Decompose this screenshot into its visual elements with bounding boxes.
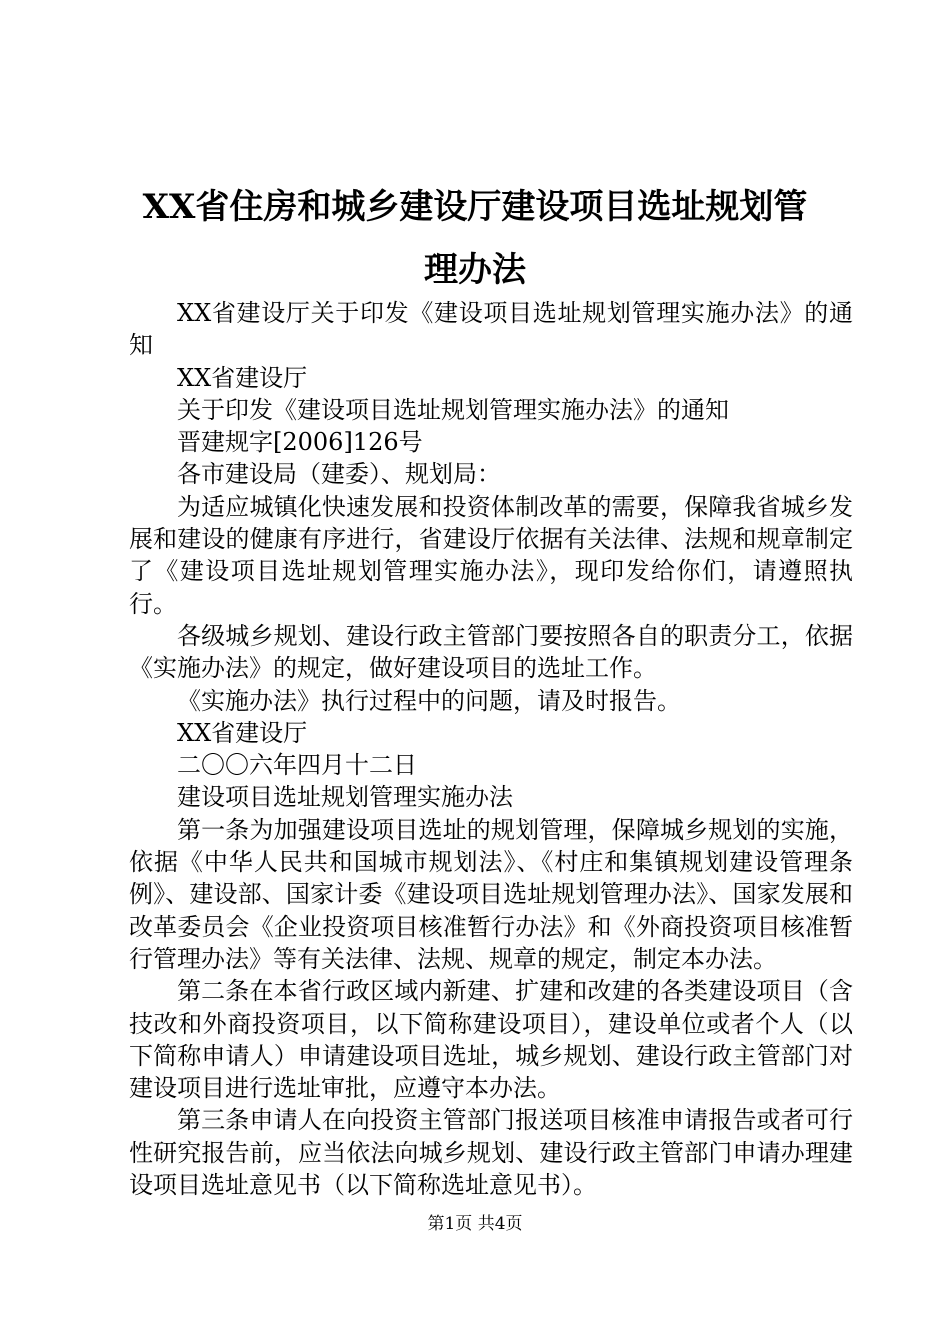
paragraph-article-2: 第二条在本省行政区域内新建、扩建和改建的各类建设项目（含技改和外商投资项目，以下简称建设项目），建设单位或者个人（以下简称申请人）申请建设项目选址，城乡规划、建设行政主管部门对建设项目进行选址审批，应遵守本办法。 bbox=[129, 977, 853, 1103]
document-title-line-2: 理办法 bbox=[424, 250, 526, 290]
paragraph-purpose: 为适应城镇化快速发展和投资体制改革的需要，保障我省城乡发展和建设的健康有序进行，省建设厅依据有关法律、法规和规章制定了《建设项目选址规划管理实施办法》，现印发给你们，请遵照执行。 bbox=[129, 492, 853, 618]
page-footer: 第1页 共4页 bbox=[427, 1214, 523, 1234]
paragraph-signature: XX省建设厅 bbox=[177, 718, 308, 747]
paragraph-notice-title: 关于印发《建设项目选址规划管理实施办法》的通知 bbox=[177, 395, 729, 424]
paragraph-report: 《实施办法》执行过程中的问题，请及时报告。 bbox=[177, 686, 681, 715]
paragraph-measures-title: 建设项目选址规划管理实施办法 bbox=[177, 783, 513, 812]
paragraph-article-3: 第三条申请人在向投资主管部门报送项目核准申请报告或者可行性研究报告前，应当依法向城乡规划、建设行政主管部门申请办理建设项目选址意见书（以下简称选址意见书）。 bbox=[129, 1106, 853, 1200]
paragraph-recipients: 各市建设局（建委）、规划局： bbox=[177, 460, 501, 489]
document-title-line-1: XX省住房和城乡建设厅建设项目选址规划管 bbox=[142, 187, 808, 227]
paragraph-date: 二〇〇六年四月十二日 bbox=[177, 751, 417, 780]
paragraph-issuer: XX省建设厅 bbox=[177, 363, 308, 392]
paragraph-duties: 各级城乡规划、建设行政主管部门要按照各自的职责分工，依据《实施办法》的规定，做好建设项目的选址工作。 bbox=[129, 621, 853, 683]
paragraph-doc-number: 晋建规字[2006]126号 bbox=[177, 428, 423, 457]
paragraph-article-1: 第一条为加强建设项目选址的规划管理，保障城乡规划的实施，依据《中华人民共和国城市规划法》、《村庄和集镇规划建设管理条例》、建设部、国家计委《建设项目选址规划管理办法》、国家发展和改革委员会《企业投资项目核准暂行办法》和《外商投资项目核准暂行管理办法》等有关法律、法规、规章的规定，制定本办法。 bbox=[129, 815, 853, 973]
paragraph-notice-heading: XX省建设厅关于印发《建设项目选址规划管理实施办法》的通知 bbox=[129, 299, 853, 360]
document-body bbox=[129, 297, 853, 1201]
